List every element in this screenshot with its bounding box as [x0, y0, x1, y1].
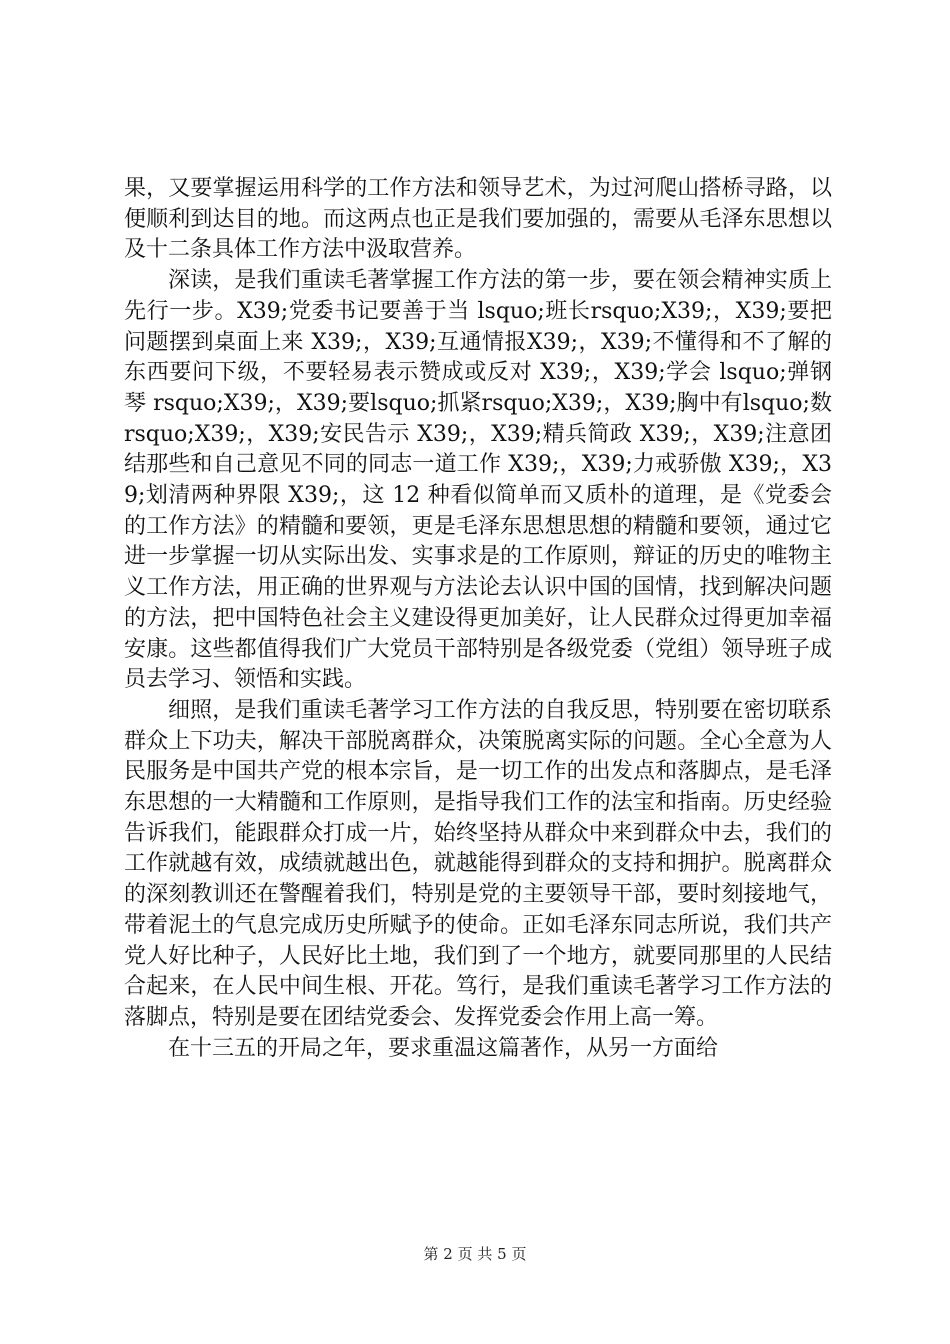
paragraph-self-reflection: 细照，是我们重读毛著学习工作方法的自我反思，特别要在密切联系群众上下功夫，解决干部脱离群众，决策脱离实际的问题。全心全意为人民服务是中国共产党的根本宗旨，是一切工作的出发点和落脚点，是毛泽东思想的一大精髓和工作原则，是指导我们工作的法宝和指南。历史经验告诉我们，能跟群众打成一片，始终坚持从群众中来到群众中去，我们的工作就越有效，成绩就越出色，就越能得到群众的支持和拥护。脱离群众的深刻教训还在警醒着我们，特别是党的主要领导干部，要时刻接地气，带着泥土的气息完成历史所赋予的使命。正如毛泽东同志所说，我们共产党人好比种子，人民好比土地，我们到了一个地方，就要同那里的人民结合起来，在人民中间生根、开花。笃行，是我们重读毛著学习工作方法的落脚点，特别是要在团结党委会、发挥党委会作用上高一筹。 — [124, 697, 832, 1030]
page-footer: 第 2 页 共 5 页 — [423, 1245, 527, 1263]
body-text — [124, 174, 832, 1064]
paragraph-thirteenth-five: 在十三五的开局之年，要求重温这篇著作，从另一方面给 — [168, 1035, 719, 1061]
paragraph-deep-reading: 深读，是我们重读毛著掌握工作方法的第一步，要在领会精神实质上先行一步。X39;党委书记要善于当 lsquo;班长rsquo;X39;，X39;要把问题摆到桌面上来 X39;，X39;互通情报X39;，X39;不懂得和不了解的东西要问下级，不要轻易表示赞成或反对 X39;，X39;学会 lsquo;弹钢琴 rsquo;X39;，X39;要lsquo;抓紧rsquo;X39;，X39;胸中有lsquo;数rsquo;X39;，X39;安民告示 X39;，X39;精兵简政 X39;，X39;注意团结那些和自己意见不同的同志一道工作 X39;，X39;力戒骄傲 X39;，X39;划清两种界限 X39;，这 12 种看似简单而又质朴的道理，是《党委会的工作方法》的精髓和要领，更是毛泽东思想思想的精髓和要领，通过它进一步掌握一切从实际出发、实事求是的工作原则，辩证的历史的唯物主义工作方法，用正确的世界观与方法论去认识中国的国情，找到解决问题的方法，把中国特色社会主义建设得更加美好，让人民群众过得更加幸福安康。这些都值得我们广大党员干部特别是各级党委（党组）领导班子成员去学习、领悟和实践。 — [124, 268, 832, 693]
paragraph-continuation: 果，又要掌握运用科学的工作方法和领导艺术，为过河爬山搭桥寻路，以便顺利到达目的地。而这两点也正是我们要加强的，需要从毛泽东思想以及十二条具体工作方法中汲取营养。 — [124, 176, 832, 263]
